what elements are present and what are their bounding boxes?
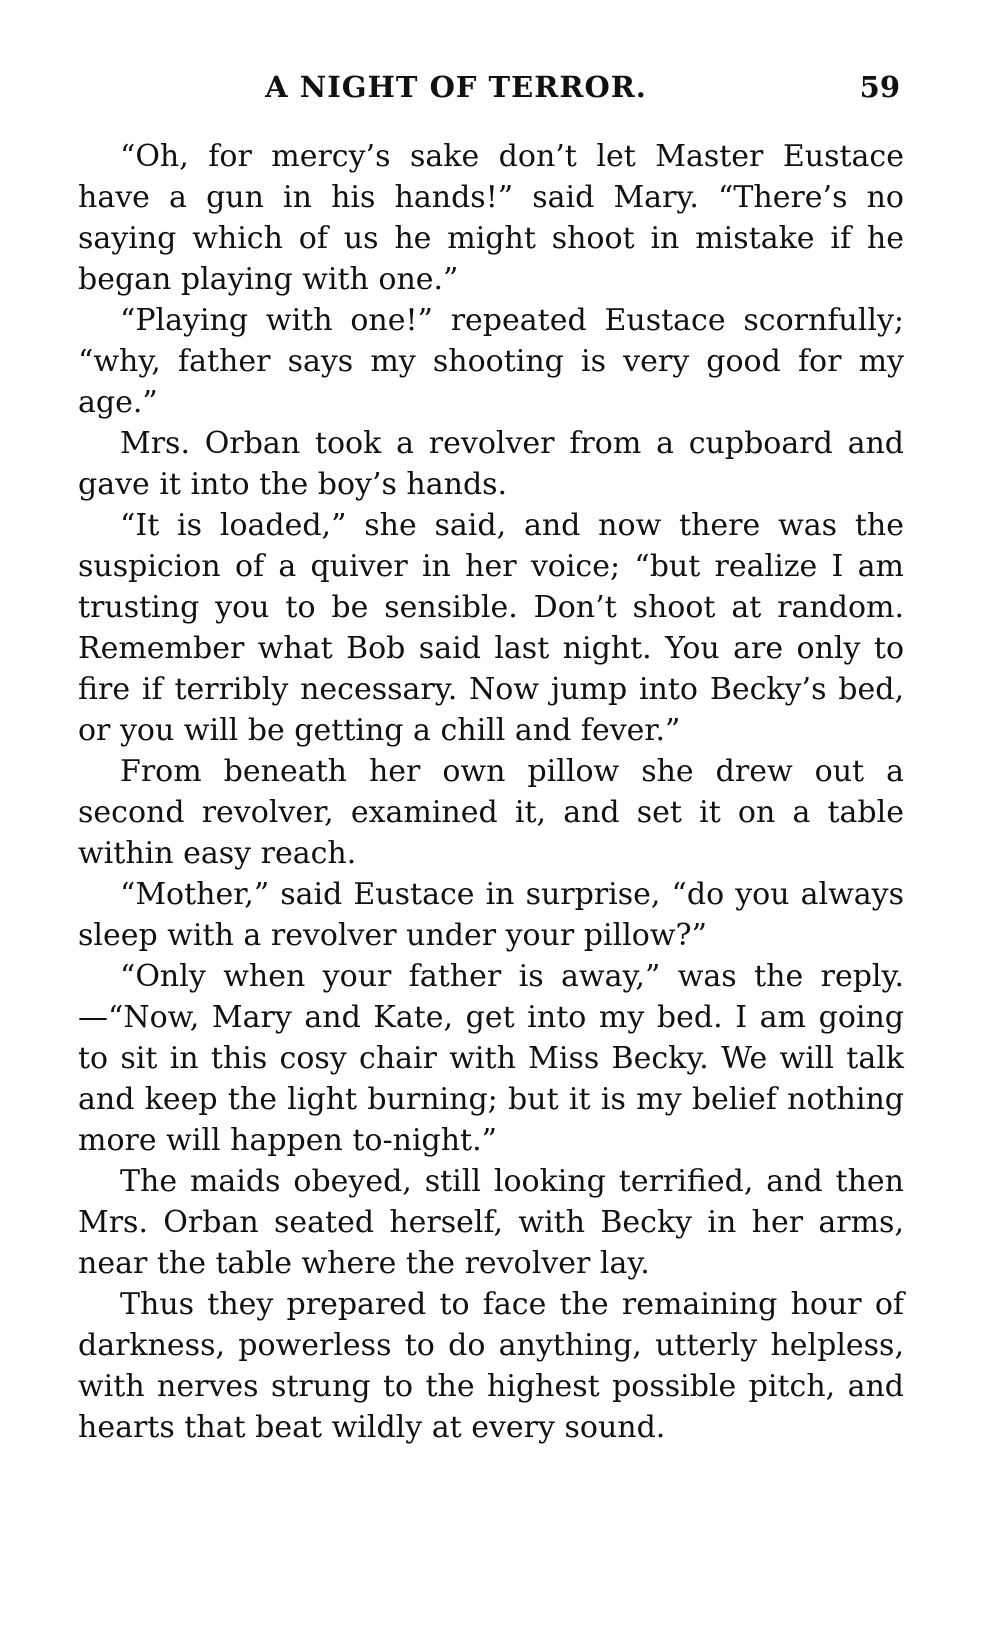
paragraph: The maids obeyed, still looking terrified, and then Mrs. Orban seated herself, with Becky in her arms, near the table where the revolver lay. <box>78 1164 904 1281</box>
paragraph: “Oh, for mercy’s sake don’t let Master Eustace have a gun in his hands!” said Mary. “There’s no saying which of us he might shoot in mistake if he began playing with one.” <box>78 139 904 297</box>
page-number: 59 <box>859 70 900 104</box>
paragraph: Thus they prepared to face the remaining hour of darkness, powerless to do anything, utterly helpless, with nerves strung to the highest possible pitch, and hearts that beat wildly at every sound. <box>78 1287 904 1445</box>
book-page <box>78 70 904 1448</box>
paragraph: “Mother,” said Eustace in surprise, “do you always sleep with a revolver under your pillow?” <box>78 877 904 953</box>
paragraph: “It is loaded,” she said, and now there was the suspicion of a quiver in her voice; “but realize I am trusting you to be sensible. Don’t shoot at random. Remember what Bob said last night. You are only to fire if terribly necessary. Now jump into Becky’s bed, or you will be getting a chill and fever.” <box>78 508 904 748</box>
paragraph: Mrs. Orban took a revolver from a cupboard and gave it into the boy’s hands. <box>78 426 904 502</box>
page-header <box>78 70 904 118</box>
paragraph: “Only when your father is away,” was the reply. —“Now, Mary and Kate, get into my bed. I am going to sit in this cosy chair with Miss Becky. We will talk and keep the light burning; but it is my belief nothing more will happen to-night.” <box>78 959 904 1158</box>
page-body <box>78 136 904 1448</box>
running-title: A NIGHT OF TERROR. <box>265 70 647 104</box>
paragraph: “Playing with one!” repeated Eustace scornfully; “why, father says my shooting is very good for my age.” <box>78 303 904 420</box>
paragraph: From beneath her own pillow she drew out a second revolver, examined it, and set it on a table within easy reach. <box>78 754 904 871</box>
